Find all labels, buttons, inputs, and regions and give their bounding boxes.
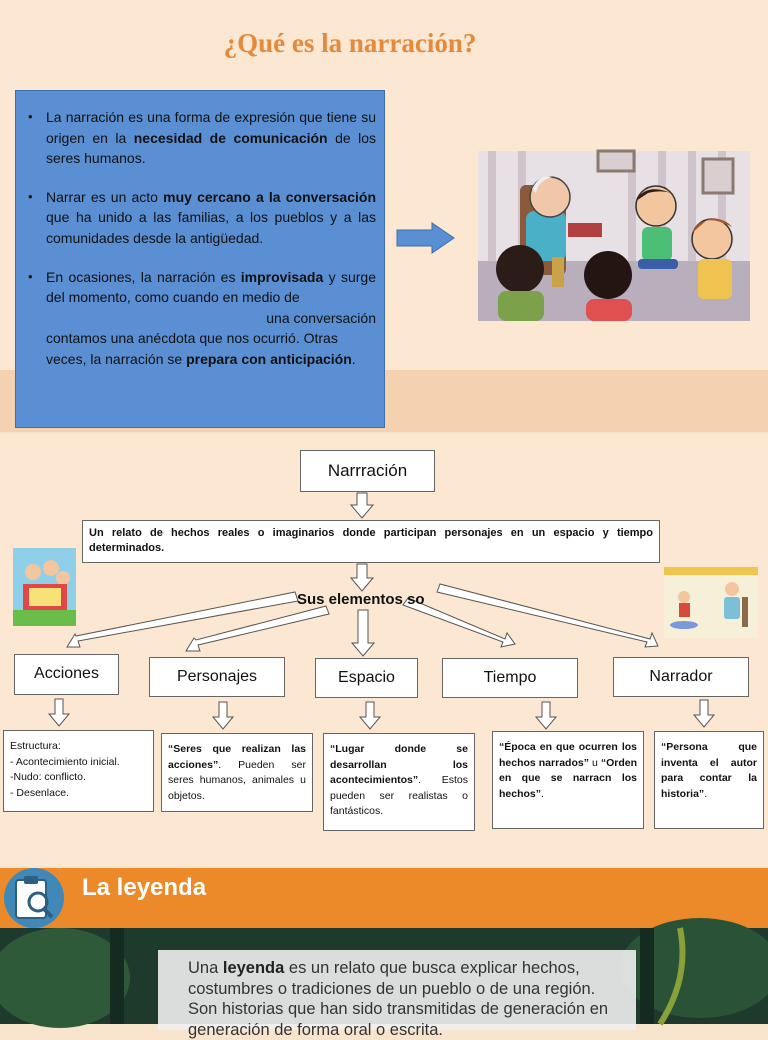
arrow-down-icon [360,702,380,729]
desc-personajes: “Seres que realizan las acciones”. Pueden ser seres humanos, animales u objetos. [161,733,313,812]
element-narrador: Narrador [613,657,749,697]
desc-tiempo: “Época en que ocurren los hechos narrados” u “Orden en que se narracn los hechos”. [492,731,644,829]
bullet-symbol: • [28,109,33,124]
bullet-item [28,107,376,169]
leyenda-definition-panel: Una leyenda es un relato que busca explicar hechos, costumbres o tradiciones de un pueblo o de una región. Son historias que han sido transmitidas de generación en generación de forma oral o escrita. [158,950,636,1030]
bullet-symbol: • [28,268,33,284]
arrow-down-icon [352,610,374,656]
element-espacio: Espacio [315,658,418,698]
elements-label: Sus elementos so [297,591,425,608]
root-node: Narrración [300,450,435,492]
element-acciones: Acciones [14,654,119,695]
slide-la-leyenda [0,868,768,1039]
desc-espacio: “Lugar donde se desarrollan los acontecimientos”. Estos pueden ser realistas o fantásticos. [323,733,475,831]
arrow-down-icon [49,699,69,726]
bullet-text: Narrar es un acto muy cercano a la conversación que ha unido a las familias, a los pueblos y a las comunidades desde la antigüedad. [46,188,376,246]
arrow-down-icon [536,702,556,729]
desc-narrador: “Persona que inventa el autor para contar la historia”. [654,731,764,829]
bullet-item [28,187,376,249]
bullet-text: En ocasiones, la narración es improvisada y surge del momento, como cuando en medio de una conversación contamos una anécdota que nos ocurrió. Otras veces, la narración se prepara con anticipación. [46,268,376,367]
bullet-symbol: • [28,188,33,204]
desc-acciones: Estructura: - Acontecimiento inicial. -Nudo: conflicto. - Desenlace. [3,730,154,812]
slide-title: ¿Qué es la narración? [223,28,477,58]
grandma-storytelling-image [664,567,758,638]
element-personajes: Personajes [149,657,285,697]
clipboard-magnifier-icon [0,868,70,930]
bullet-text: La narración es una forma de expresión que tiene su origen en la necesidad de comunicación de los seres humanos. [46,109,376,167]
bullet-item [28,267,376,370]
definition-text-box [15,90,385,428]
definition-box: Un relato de hechos reales o imaginarios donde participan personajes en un espacio y tiempo determinados. [82,520,660,563]
arrow-down-icon [351,564,373,591]
storytelling-illustration [478,151,750,321]
arrow-down-icon [351,493,373,518]
arrow-down-right-icon [437,584,658,647]
slide-elementos-narracion [0,434,768,866]
arrow-down-left-icon [67,592,298,647]
arrow-down-icon [213,702,233,729]
slide-narracion-intro [0,0,768,432]
arrow-down-icon [694,700,714,727]
section-title: La leyenda [82,874,207,901]
element-tiempo: Tiempo [442,658,578,698]
children-reading-image [13,548,76,626]
arrow-right-icon [396,222,456,254]
